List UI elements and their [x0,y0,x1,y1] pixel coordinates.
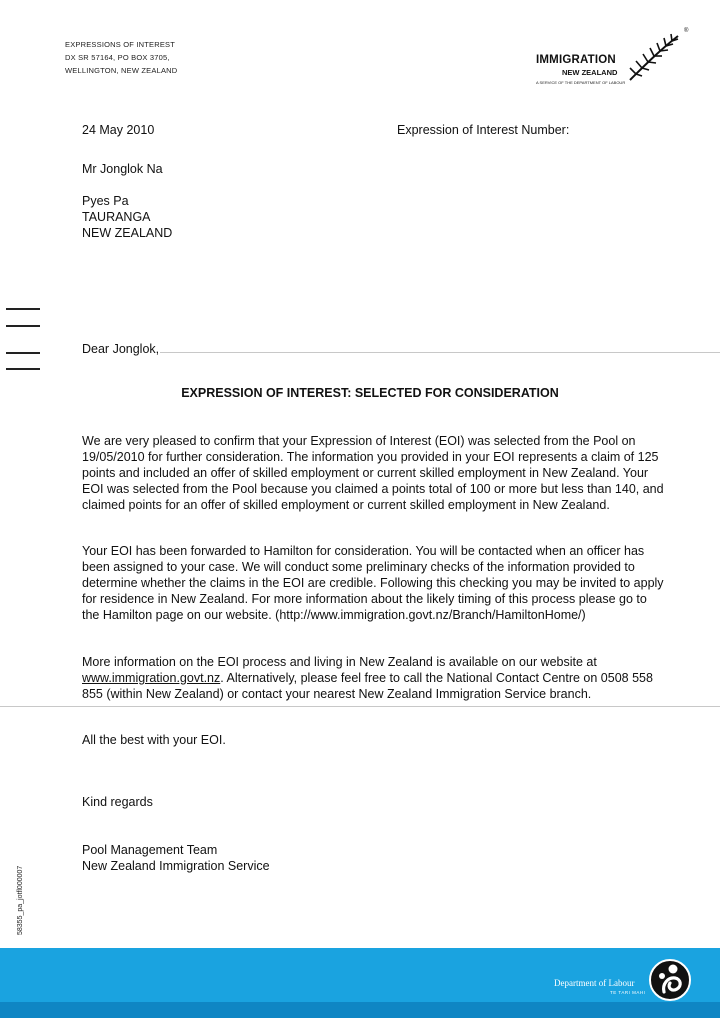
scan-line [0,706,720,707]
eoi-number-label: Expression of Interest Number: [397,123,570,137]
letter-date: 24 May 2010 [82,123,155,137]
sender-line-2: DX SR 57164, PO BOX 3705, [65,53,170,62]
body-paragraph-1: We are very pleased to confirm that your Expression of Interest (EOI) was selected from the Pool on 19/05/2010 for further consideration. The information you provided in your EOI represents a claim of 125 points and included an offer of skilled employment or current skilled employment in New Zealand. Your EOI was selected from the Pool because you claimed a points total of 100 or more but less than 140, and claimed points for an offer of skilled employment or current skilled employment in New Zealand. [82,434,664,512]
paragraph-3-start: More information on the EOI process and living in New Zealand is available on our website at [82,655,597,669]
signature-organisation: New Zealand Immigration Service [82,859,270,873]
department-of-labour-logo-icon [648,958,692,1002]
fold-mark-3 [6,352,40,354]
signature-team: Pool Management Team [82,843,218,857]
sender-address [65,38,177,77]
address-line-3: NEW ZEALAND [82,226,173,240]
scan-line [160,352,720,353]
address-line-1: Pyes Pa [82,194,129,208]
footer-strip [0,1002,720,1018]
address-line-2: TAURANGA [82,210,151,224]
document-code: 58355_pa_jotfl000007 [17,865,24,935]
salutation: Dear Jonglok, [82,342,160,356]
body-paragraph-3 [82,654,667,702]
fold-mark-4 [6,368,40,370]
logo-small-text: A SERVICE OF THE DEPARTMENT OF LABOUR [536,80,626,85]
registered-mark: ® [684,28,689,34]
closing-line: All the best with your EOI. [82,733,226,747]
fold-mark-2 [6,325,40,327]
fold-mark-1 [6,308,40,310]
body-paragraph-2: Your EOI has been forwarded to Hamilton for consideration. You will be contacted when an officer has been assigned to your case. We will conduct some preliminary checks of the information provided to determine whether the claims in the EOI are credible. Following this checking you may be invited to apply for residence in New Zealand. For more information about the likely timing of this process please go to the Hamilton page on our website. (http://www.immigration.govt.nz/Branch/HamiltonHome/) [82,544,664,622]
immigration-nz-logo [534,28,694,90]
recipient-name: Mr Jonglok Na [82,162,163,176]
letter-heading: EXPRESSION OF INTEREST: SELECTED FOR CONSIDERATION [181,386,559,400]
website-link[interactable]: www.immigration.govt.nz [82,671,221,685]
logo-subtitle: NEW ZEALAND [562,68,618,77]
department-of-labour-label: Department of Labour [554,978,635,988]
sender-line-3: WELLINGTON, NEW ZEALAND [65,66,178,75]
te-tari-mahi-label: TE TARI MAHI [610,990,646,995]
paragraph-3-end: . Alternatively, please feel free to call the National Contact Centre on 0508 558 855 (within New Zealand) or contact your nearest New Zealand Immigration Service branch. [82,671,653,701]
logo-title: IMMIGRATION [536,54,616,66]
kind-regards: Kind regards [82,795,153,809]
recipient-address [82,193,172,241]
sender-line-1: EXPRESSIONS OF INTEREST [65,40,176,49]
silver-fern-icon [624,28,684,83]
